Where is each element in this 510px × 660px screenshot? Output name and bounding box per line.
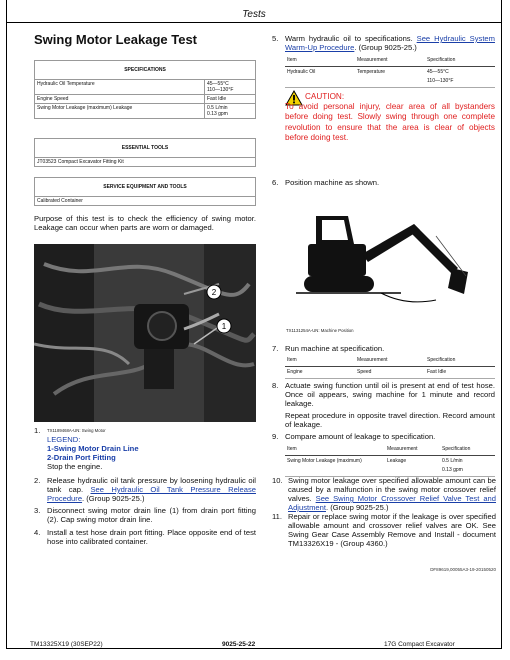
purpose-paragraph: Purpose of this test is to check the efficiency of swing motor. Leakage can occur when parts are worn or damaged. [34,214,256,233]
step-number: 3. [34,506,41,515]
table-cell: Speed [355,367,425,379]
caution-text: To avoid personal injury, clear area of all bystanders before doing test. Slowly swing through one complete revolution to ensure that the area is clear of objects before doing test. [285,102,495,142]
spec-label: Hydraulic Oil Temperature [35,80,205,95]
table-cell: Temperature [355,67,425,88]
table-cell: 45—55°C 110—130°F [425,67,495,88]
table-cell: Fast Idle [425,367,495,379]
step-9-table [285,444,495,477]
step-number: 1. [34,426,41,435]
machine-position-illustration [286,196,496,324]
service-equipment-item: Calibrated Container [35,197,256,206]
header-rule [6,22,502,23]
step-number: 9. [272,432,279,441]
step-text: Compare amount of leakage to specification. [285,432,436,441]
document-id: DF89619,00055A3-19-20150520 [430,567,496,572]
step-text: Disconnect swing motor drain line (1) from drain port fitting (2). Cap swing motor drain line. [47,506,256,524]
step-8 [272,381,496,429]
legend-item: 2-Drain Port Fitting [47,453,116,462]
legend-title: LEGEND: [47,435,81,444]
caution-label: CAUTION: [305,92,345,101]
step-text: Position machine as shown. [285,178,380,187]
table-header: Specification [440,444,495,456]
step-text: Stop the engine. [47,462,103,471]
footer-left: TM13325X19 (30SEP22) [30,641,103,648]
warm-up-procedure-link[interactable]: See Hydraulic System Warm-Up Procedure [285,34,495,52]
step-6 [272,178,496,190]
table-header: Measurement [355,355,425,367]
step-5-table [285,55,495,88]
swing-motor-photo [34,244,256,422]
spec-label: Engine Speed [35,95,205,104]
step-text: Run machine at specification. [285,344,385,353]
step-suffix: . (Group 9025-25.) [82,494,145,503]
page-title: Swing Motor Leakage Test [34,32,198,47]
step-2 [34,476,256,506]
legend-item: 1-Swing Motor Drain Line [47,444,139,453]
step-number: 8. [272,381,279,390]
swing-motor-illustration [34,244,256,422]
photo-caption: TX1189468A-UN: Swing Motor [47,428,106,433]
step-suffix: . (Group 9025-25.) [326,503,389,512]
specifications-heading: SPECIFICATIONS [35,61,256,80]
step-text: Repair or replace swing motor if the leakage is over specified allowable amount and crossover relief valves are OK. See Swing Gear Case Assembly Remove and Install - document TM13326X19 - (Group 4360.) [288,512,496,548]
callout-1: 1 [221,322,227,331]
table-header: Item [285,444,385,456]
step-text: Actuate swing function until oil is present at end of test hose. Once oil appears, swing machine for 1 minute and record leakage. [285,381,495,408]
table-header: Item [285,355,355,367]
spec-label: Swing Motor Leakage (maximum) Leakage [35,104,205,119]
step-4 [34,528,256,548]
step-number: 11. [272,512,282,521]
step-text-2: Repeat procedure in opposite travel direction. Record amount of leakage. [285,411,495,429]
section-header: Tests [242,9,266,20]
step-suffix: . (Group 9025-25.) [354,43,417,52]
table-header: Specification [425,355,495,367]
table-cell: 0.5 L/min 0.13 gpm [440,456,495,477]
step-number: 6. [272,178,279,187]
step-number: 7. [272,344,279,353]
service-equipment-heading: SERVICE EQUIPMENT AND TOOLS [35,178,256,197]
step-5 [272,34,496,82]
step-11 [272,512,496,552]
step-3 [34,506,256,526]
table-cell: Engine [285,367,355,379]
essential-tool-item: JT03523 Compact Excavator Fitting Kit [35,158,256,167]
essential-tools-table [34,138,256,167]
caution-block [285,92,495,143]
table-cell: Swing Motor Leakage (maximum) [285,456,385,477]
table-cell: Leakage [385,456,440,477]
step-text: Release hydraulic oil tank pressure by loosening hydraulic oil tank cap. [47,476,256,494]
service-equipment-table [34,177,256,206]
step-1 [34,426,256,471]
step-text: Warm hydraulic oil to specifications. [285,34,413,43]
table-header: Measurement [355,55,425,67]
step-7-table [285,355,495,379]
step-number: 4. [34,528,41,537]
table-header: Item [285,55,355,67]
table-cell: Hydraulic Oil [285,67,355,88]
footer-page-number: 9025-25-22 [222,641,256,648]
step-text: Install a test hose drain port fitting. Place opposite end of test hose into calibrated container. [47,528,256,546]
step-9 [272,432,496,473]
table-header: Specification [425,55,495,67]
step-10 [272,476,496,516]
crossover-relief-valve-link[interactable]: See Swing Motor Crossover Relief Valve Test and Adjustment [288,494,496,512]
footer-rule [6,648,502,649]
step-text: Swing motor leakage over specified allowable amount can be caused by a malfunction in the swing motor crossover relief valves. [288,476,496,503]
step-number: 5. [272,34,279,43]
machine-position-caption: TX1131254A-UN: Machine Position [286,328,354,333]
table-header: Measurement [385,444,440,456]
step-number: 10. [272,476,283,485]
spec-value: Fast Idle [205,95,256,104]
step-7 [272,344,496,374]
callout-2: 2 [211,288,217,297]
essential-tools-heading: ESSENTIAL TOOLS [35,139,256,158]
spec-value: 45—55°C 110—130°F [205,80,256,95]
step-number: 2. [34,476,41,485]
tank-pressure-release-link[interactable]: See Hydraulic Oil Tank Pressure Release Procedure [47,485,256,503]
spec-value: 0.5 L/min 0.13 gpm [205,104,256,119]
specifications-table [34,60,256,119]
footer-right: 17G Compact Excavator [384,641,455,648]
